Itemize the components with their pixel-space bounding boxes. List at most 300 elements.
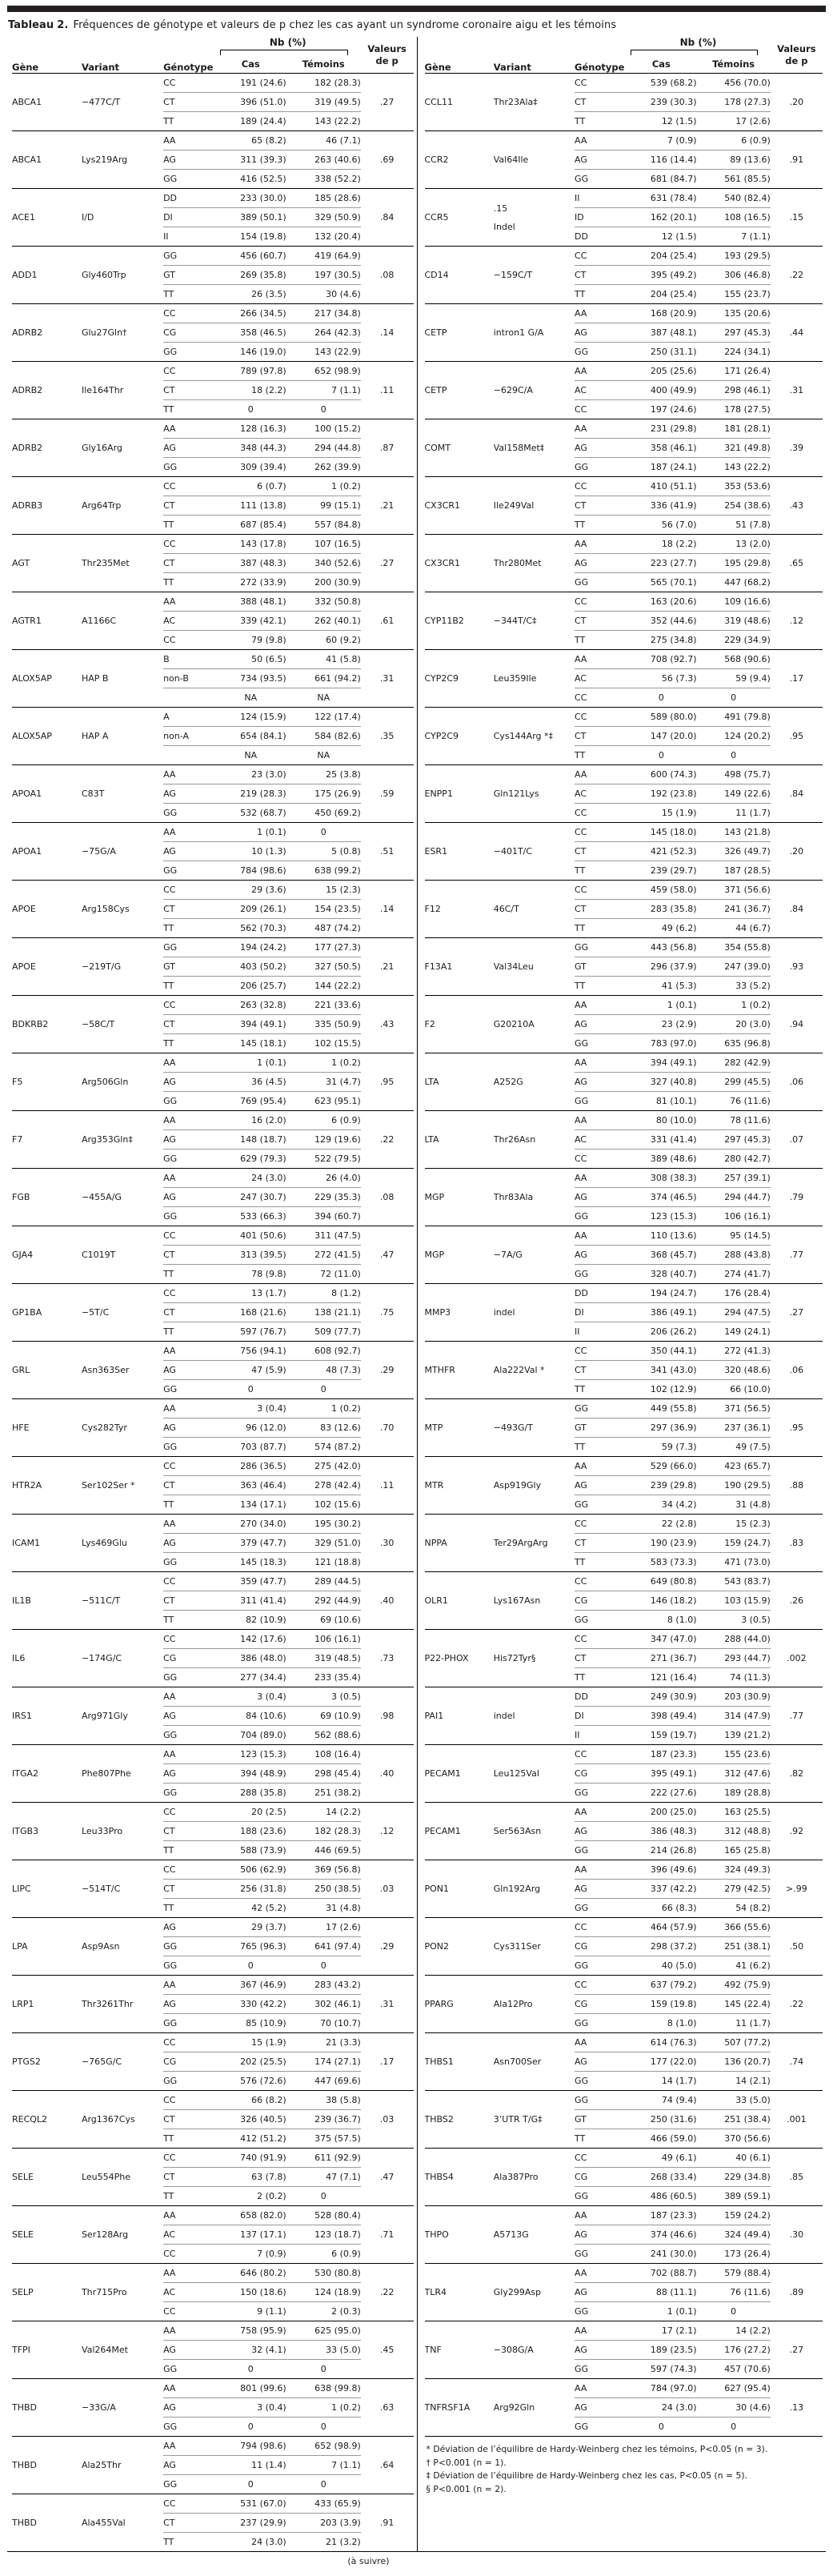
variant-name: −308G/A (493, 2345, 534, 2355)
genotype-cell: II (163, 227, 215, 247)
cas-value: 339 (42.1) (215, 612, 286, 631)
cas-value: 449 (55.8) (626, 1399, 696, 1418)
variant-name: A252G (493, 1077, 523, 1087)
cas-value: 336 (41.9) (626, 496, 696, 516)
genotype-cell: AA (575, 650, 626, 669)
temoins-value: 239 (36.7) (286, 2110, 361, 2129)
variant-cell (82, 1284, 163, 1342)
p-value: .29 (361, 1342, 414, 1399)
genotype-row (12, 362, 414, 381)
p-value: .91 (379, 2518, 394, 2528)
temoins-value: 450 (69.2) (286, 804, 361, 823)
p-value: .07 (771, 1111, 823, 1169)
p-value: .64 (361, 2437, 414, 2494)
variant-name: Val34Leu (493, 961, 534, 972)
temoins-value: 262 (39.9) (286, 458, 361, 477)
variant-name: −159C/T (493, 270, 533, 280)
cas-value: 84 (10.6) (215, 1707, 286, 1726)
genotype-cell: TT (163, 1265, 215, 1284)
temoins-value: 326 (49.7) (697, 842, 771, 861)
gene-cell: CCL11 (425, 74, 494, 131)
cas-value: 367 (46.9) (215, 1976, 286, 1995)
genotype-cell: CC (163, 2494, 215, 2514)
genotype-cell: AA (163, 1053, 215, 1073)
cas-value: 15 (1.9) (215, 2033, 286, 2052)
cas-value: 298 (37.2) (626, 1937, 696, 1956)
cas-value: 63 (7.8) (215, 2168, 286, 2187)
genotype-cell: GG (163, 170, 215, 189)
genotype-cell: AA (163, 419, 215, 439)
genotype-cell: TT (163, 112, 215, 131)
temoins-value: 312 (48.8) (697, 1822, 771, 1841)
temoins-value: 11 (1.7) (697, 2014, 771, 2033)
genotype-cell: AG (575, 323, 626, 343)
temoins-value: 221 (33.6) (286, 996, 361, 1015)
table-title-text: Fréquences de génotype et valeurs de p chez les cas ayant un syndrome coronaire aigu et les témoins (73, 19, 617, 31)
temoins-value: 627 (95.4) (697, 2379, 771, 2398)
genotype-row (12, 2437, 414, 2456)
cas-value: 410 (51.1) (626, 477, 696, 496)
genotype-cell: GG (575, 1034, 626, 1053)
cas-value: 123 (15.3) (215, 1745, 286, 1764)
genotype-cell: AA (575, 1226, 626, 1246)
genotype-cell (163, 746, 215, 765)
gene-cell: ADRB2 (12, 304, 82, 362)
p-value: .47 (361, 1226, 414, 1284)
cas-value: 387 (48.3) (215, 554, 286, 573)
footnote: * Déviation de l’équilibre de Hardy-Weinberg chez les témoins, P<0.05 (n = 3). (426, 2444, 768, 2454)
temoins-value: 144 (22.2) (286, 977, 361, 996)
cas-value: 1 (0.1) (215, 823, 286, 842)
genotype-row (425, 1169, 823, 1188)
temoins-value: 491 (79.8) (697, 708, 771, 727)
p-value: .91 (771, 131, 823, 189)
cas-value: 14 (1.7) (626, 2072, 696, 2091)
cas-value: 150 (18.6) (215, 2283, 286, 2302)
p-value: .61 (361, 592, 414, 650)
genotype-row (12, 2091, 414, 2110)
genotype-row (12, 419, 414, 439)
variant-cell (494, 708, 575, 765)
genotype-cell: CC (575, 881, 626, 900)
temoins-value: 306 (46.8) (697, 266, 771, 285)
variant-name: Gln192Arg (493, 1884, 541, 1894)
cas-value: 239 (29.7) (626, 861, 696, 881)
temoins-value: 25 (3.8) (286, 765, 361, 784)
variant-cell (494, 1399, 575, 1457)
cas-value: 347 (47.0) (626, 1630, 696, 1649)
gene-cell: CCR2 (425, 131, 494, 189)
cas-value: 18 (2.2) (215, 381, 286, 400)
genotype-row (12, 996, 414, 1015)
temoins-value: 302 (46.1) (286, 1995, 361, 2014)
variant-name: −629C/A (493, 385, 533, 395)
genotype-cell: CC (575, 1515, 626, 1534)
cas-value: 96 (12.0) (215, 1418, 286, 1438)
cas-value: 374 (46.6) (626, 2225, 696, 2245)
temoins-value: 20 (3.0) (697, 1015, 771, 1034)
temoins-value: 1 (0.2) (286, 2398, 361, 2418)
variant-cell (494, 535, 575, 592)
cas-value: 283 (35.8) (626, 900, 696, 919)
temoins-value: 297 (45.3) (697, 1130, 771, 1150)
temoins-value: 21 (3.2) (326, 2537, 361, 2547)
temoins-value: 371 (56.5) (697, 1399, 771, 1418)
genotype-cell: AG (163, 1361, 215, 1380)
variant-name: Ala222Val * (493, 1365, 545, 1375)
variant-cell (494, 1687, 575, 1745)
temoins-value: 251 (38.4) (697, 2110, 771, 2129)
gene-cell: SELE (12, 2149, 82, 2206)
variant-cell (82, 2379, 163, 2437)
variant-cell (494, 1803, 575, 1860)
genotype-row (425, 1745, 823, 1764)
cas-value: NA (215, 688, 286, 708)
genotype-cell: TT (163, 1611, 215, 1630)
genotype-cell: CC (575, 1918, 626, 1937)
variant-name: Thr83Ala (493, 1192, 534, 1202)
gene-cell: MTHFR (425, 1342, 494, 1399)
temoins-value: 371 (56.6) (697, 881, 771, 900)
variant-cell (82, 938, 163, 996)
variant-cell (82, 1515, 163, 1572)
temoins-value: 0 (697, 688, 771, 708)
gene-cell: TNFRSF1A (425, 2379, 494, 2437)
genotype-cell: CC (163, 1803, 215, 1822)
genotype-row (425, 362, 823, 381)
cas-value: 386 (48.0) (215, 1649, 286, 1668)
header-nb-label: Nb (%) (679, 37, 717, 48)
variant-cell (494, 131, 575, 189)
gene-cell: PON2 (425, 1918, 494, 1976)
genotype-cell: CT (163, 381, 215, 400)
cas-value: 374 (46.5) (626, 1188, 696, 1207)
genotype-cell: CT (163, 93, 215, 112)
genotype-cell: AA (575, 1053, 626, 1073)
cas-value: 794 (98.6) (215, 2437, 286, 2456)
p-value: .92 (771, 1803, 823, 1860)
genotype-cell: AC (575, 381, 626, 400)
genotype-cell: CT (163, 1246, 215, 1265)
cas-value: 387 (48.1) (626, 323, 696, 343)
genotype-table-left (12, 37, 414, 2551)
genotype-cell: GT (163, 266, 215, 285)
cas-value: 189 (24.4) (215, 112, 286, 131)
variant-cell (494, 1342, 575, 1399)
cas-value: 41 (5.3) (626, 977, 696, 996)
cas-value: 389 (50.1) (215, 208, 286, 227)
cas-value: 116 (14.4) (626, 150, 696, 170)
variant-cell (82, 362, 163, 419)
genotype-cell: CC (163, 1457, 215, 1476)
cas-value: 1 (0.1) (626, 2302, 696, 2321)
genotype-cell: AG (575, 2341, 626, 2360)
genotype-row (12, 189, 414, 208)
genotype-cell: GG (575, 1399, 626, 1418)
cas-value: 124 (15.9) (215, 708, 286, 727)
gene-cell: AGTR1 (12, 592, 82, 650)
gene-cell: ADD1 (12, 247, 82, 304)
cas-value: 654 (84.1) (215, 727, 286, 746)
genotype-cell: AA (575, 304, 626, 323)
cas-value: 702 (88.7) (626, 2264, 696, 2283)
temoins-value: 446 (69.5) (286, 1841, 361, 1860)
cas-value: 400 (49.9) (626, 381, 696, 400)
cas-value: 394 (49.1) (626, 1053, 696, 1073)
continuation-note: (à suivre) (347, 2556, 390, 2566)
cas-value: 288 (35.8) (215, 1784, 286, 1803)
variant-cell (82, 1169, 163, 1226)
temoins-value: 11 (1.7) (697, 804, 771, 823)
temoins-value: 6 (0.9) (286, 1111, 361, 1130)
genotype-cell: CG (575, 1591, 626, 1611)
variant-name: Lys219Arg (81, 154, 128, 165)
p-value: .84 (771, 765, 823, 823)
variant-cell (494, 1226, 575, 1284)
cas-value: 78 (9.8) (215, 1265, 286, 1284)
cas-value: 421 (52.3) (626, 842, 696, 861)
gene-cell: MGP (425, 1169, 494, 1226)
variant-cell (82, 131, 163, 189)
variant-cell (494, 1053, 575, 1111)
temoins-value: 1 (0.2) (286, 477, 361, 496)
variant-note: .15 (493, 203, 508, 214)
temoins-value: 389 (59.1) (697, 2187, 771, 2206)
genotype-cell: TT (163, 2187, 215, 2206)
genotype-row (12, 477, 414, 496)
variant-name: −765G/C (81, 2056, 122, 2067)
genotype-cell: TT (575, 1438, 626, 1457)
temoins-value: 143 (22.2) (286, 112, 361, 131)
gene-cell: F12 (425, 881, 494, 938)
variant-name: Ile164Thr (81, 385, 124, 395)
genotype-cell: GG (575, 2245, 626, 2264)
genotype-cell: AG (575, 439, 626, 458)
p-value: .47 (361, 2149, 414, 2206)
temoins-value: 165 (25.8) (697, 1841, 771, 1860)
cas-value: 206 (25.7) (215, 977, 286, 996)
cas-value: 389 (48.6) (626, 1150, 696, 1169)
variant-name: −58C/T (81, 1019, 115, 1029)
p-value: .31 (771, 362, 823, 419)
variant-name: −511C/T (81, 1595, 121, 1606)
table-page (0, 6, 833, 2576)
p-value: .26 (771, 1572, 823, 1630)
p-value: .73 (361, 1630, 414, 1687)
cas-value: 102 (12.9) (626, 1380, 696, 1399)
cas-value: 7 (0.9) (215, 2245, 286, 2264)
temoins-value: 217 (34.8) (286, 304, 361, 323)
temoins-value: 178 (27.5) (697, 400, 771, 419)
cas-value: 784 (97.0) (626, 2379, 696, 2398)
variant-cell (82, 477, 163, 535)
genotype-cell: AG (575, 2398, 626, 2418)
temoins-value: 121 (18.8) (286, 1553, 361, 1572)
temoins-value: 176 (27.2) (697, 2341, 771, 2360)
genotype-cell: AG (163, 1130, 215, 1150)
genotype-cell: B (163, 650, 215, 669)
header-cas: Cas (626, 55, 696, 74)
temoins-value: 149 (22.6) (697, 784, 771, 804)
variant-cell (82, 708, 163, 765)
temoins-value: 109 (16.6) (697, 592, 771, 612)
cas-value: 66 (8.2) (215, 2091, 286, 2110)
genotype-cell: GG (575, 1495, 626, 1515)
cas-value: 145 (18.3) (215, 1553, 286, 1572)
variant-name: Thr23Ala‡ (493, 97, 538, 107)
genotype-cell: AA (575, 419, 626, 439)
genotype-cell: CT (575, 612, 626, 631)
p-value: .03 (361, 2091, 414, 2149)
temoins-value: 143 (22.2) (697, 458, 771, 477)
cas-value: 352 (44.6) (626, 612, 696, 631)
cas-value: 8 (1.0) (626, 2014, 696, 2033)
cas-value: 531 (67.0) (215, 2494, 286, 2514)
cas-value: 223 (27.7) (626, 554, 696, 573)
temoins-value: 149 (24.1) (697, 1322, 771, 1342)
p-value: .27 (771, 1284, 823, 1342)
temoins-value: 102 (15.5) (286, 1034, 361, 1053)
genotype-row (425, 2321, 823, 2341)
p-value: .06 (771, 1053, 823, 1111)
temoins-value: 30 (4.6) (286, 285, 361, 304)
variant-name: C83T (81, 788, 105, 799)
variant-cell (494, 1111, 575, 1169)
genotype-cell: CT (163, 2514, 215, 2533)
variant-name: 3’UTR T/G‡ (493, 2114, 543, 2125)
footnote: † P<0.001 (n = 1). (426, 2457, 507, 2468)
cas-value: 597 (76.7) (215, 1322, 286, 1342)
genotype-cell: GG (163, 2072, 215, 2091)
temoins-value: 652 (98.9) (286, 362, 361, 381)
genotype-cell: AC (163, 2283, 215, 2302)
cas-value: 142 (17.6) (215, 1630, 286, 1649)
table-title-label: Tableau (8, 19, 54, 31)
temoins-value: 375 (57.5) (286, 2129, 361, 2149)
temoins-value: 44 (6.7) (697, 919, 771, 938)
genotype-row (425, 2379, 823, 2398)
variant-name: A5713G (493, 2229, 529, 2240)
genotype-cell: AA (575, 2321, 626, 2341)
temoins-value: 456 (70.0) (697, 74, 771, 93)
genotype-row (425, 1515, 823, 1534)
genotype-cell: AG (163, 1707, 215, 1726)
cas-value: 266 (34.5) (215, 304, 286, 323)
genotype-cell: GG (575, 1956, 626, 1976)
temoins-value: 423 (65.7) (697, 1457, 771, 1476)
genotype-cell: TT (163, 1322, 215, 1342)
temoins-value: 280 (42.7) (697, 1150, 771, 1169)
genotype-row (425, 1687, 823, 1707)
cas-value: 250 (31.6) (626, 2110, 696, 2129)
cas-value: 24 (3.0) (251, 2537, 286, 2547)
p-value: .03 (361, 1860, 414, 1918)
genotype-cell: GG (575, 2187, 626, 2206)
temoins-value: 200 (30.9) (286, 573, 361, 592)
cas-value: 82 (10.9) (215, 1611, 286, 1630)
cas-value: 326 (40.5) (215, 2110, 286, 2129)
temoins-value: 17 (2.6) (697, 112, 771, 131)
temoins-value: 33 (5.0) (697, 2091, 771, 2110)
p-value: .002 (771, 1630, 823, 1687)
genotype-cell: GG (163, 458, 215, 477)
genotype-cell: AA (163, 1399, 215, 1418)
variant-name: HAP B (81, 673, 109, 684)
gene-cell: ITGB3 (12, 1803, 82, 1860)
p-value: .22 (361, 2264, 414, 2321)
temoins-value: 294 (44.8) (286, 439, 361, 458)
genotype-cell: GG (575, 343, 626, 362)
genotype-cell: AA (163, 823, 215, 842)
temoins-value: 298 (46.1) (697, 381, 771, 400)
genotype-cell: CC (575, 1342, 626, 1361)
genotype-row (425, 477, 823, 496)
gene-cell: P22-PHOX (425, 1630, 494, 1687)
variant-cell (494, 1457, 575, 1515)
cas-value: 0 (215, 1380, 286, 1399)
temoins-value: 262 (40.1) (286, 612, 361, 631)
cas-value: 110 (13.6) (626, 1226, 696, 1246)
genotype-cell: CC (163, 631, 215, 650)
temoins-value: 124 (18.9) (286, 2283, 361, 2302)
genotype-cell: ID (575, 208, 626, 227)
p-value: .71 (361, 2206, 414, 2264)
cas-value: 327 (40.8) (626, 1073, 696, 1092)
temoins-value: 250 (38.5) (286, 1880, 361, 1899)
cas-value: 26 (3.5) (215, 285, 286, 304)
variant-cell (494, 2033, 575, 2091)
cas-value: 148 (18.7) (215, 1130, 286, 1150)
variant-cell (494, 2206, 575, 2264)
temoins-value: 47 (7.1) (286, 2168, 361, 2187)
temoins-value: 335 (50.9) (286, 1015, 361, 1034)
cas-value: 32 (4.1) (215, 2341, 286, 2360)
genotype-cell: CC (575, 688, 626, 708)
genotype-row (12, 1918, 414, 1937)
genotype-cell: CC (575, 400, 626, 419)
genotype-cell: CC (163, 1630, 215, 1649)
temoins-value: 6 (0.9) (697, 131, 771, 150)
cas-value: 134 (17.1) (215, 1495, 286, 1515)
cas-value: 348 (44.3) (215, 439, 286, 458)
variant-cell (494, 1630, 575, 1687)
temoins-value: 321 (49.8) (697, 439, 771, 458)
gene-cell: F7 (12, 1111, 82, 1169)
cas-value: 386 (48.3) (626, 1822, 696, 1841)
genotype-cell: AA (163, 2206, 215, 2225)
genotype-cell: CC (163, 477, 215, 496)
variant-cell (82, 1745, 163, 1803)
cas-value: 359 (47.7) (215, 1572, 286, 1591)
gene-cell: SELE (12, 2206, 82, 2264)
variant-name: Arg353Gln‡ (81, 1134, 133, 1145)
genotype-cell: CC (575, 804, 626, 823)
temoins-value: 189 (28.8) (697, 1784, 771, 1803)
cas-value: 6 (0.7) (215, 477, 286, 496)
temoins-value: 76 (11.6) (697, 2283, 771, 2302)
genotype-cell: GG (575, 1092, 626, 1111)
genotype-cell: CC (575, 1976, 626, 1995)
cas-value: 784 (98.6) (215, 861, 286, 881)
temoins-value: 108 (16.5) (697, 208, 771, 227)
temoins-value: 0 (286, 2475, 361, 2494)
temoins-value: 89 (13.6) (697, 150, 771, 170)
cas-value: 395 (49.1) (626, 1764, 696, 1784)
cas-value: 789 (97.8) (215, 362, 286, 381)
gene-cell: CYP2C9 (425, 708, 494, 765)
temoins-value: 197 (30.5) (286, 266, 361, 285)
temoins-value: NA (286, 688, 361, 708)
